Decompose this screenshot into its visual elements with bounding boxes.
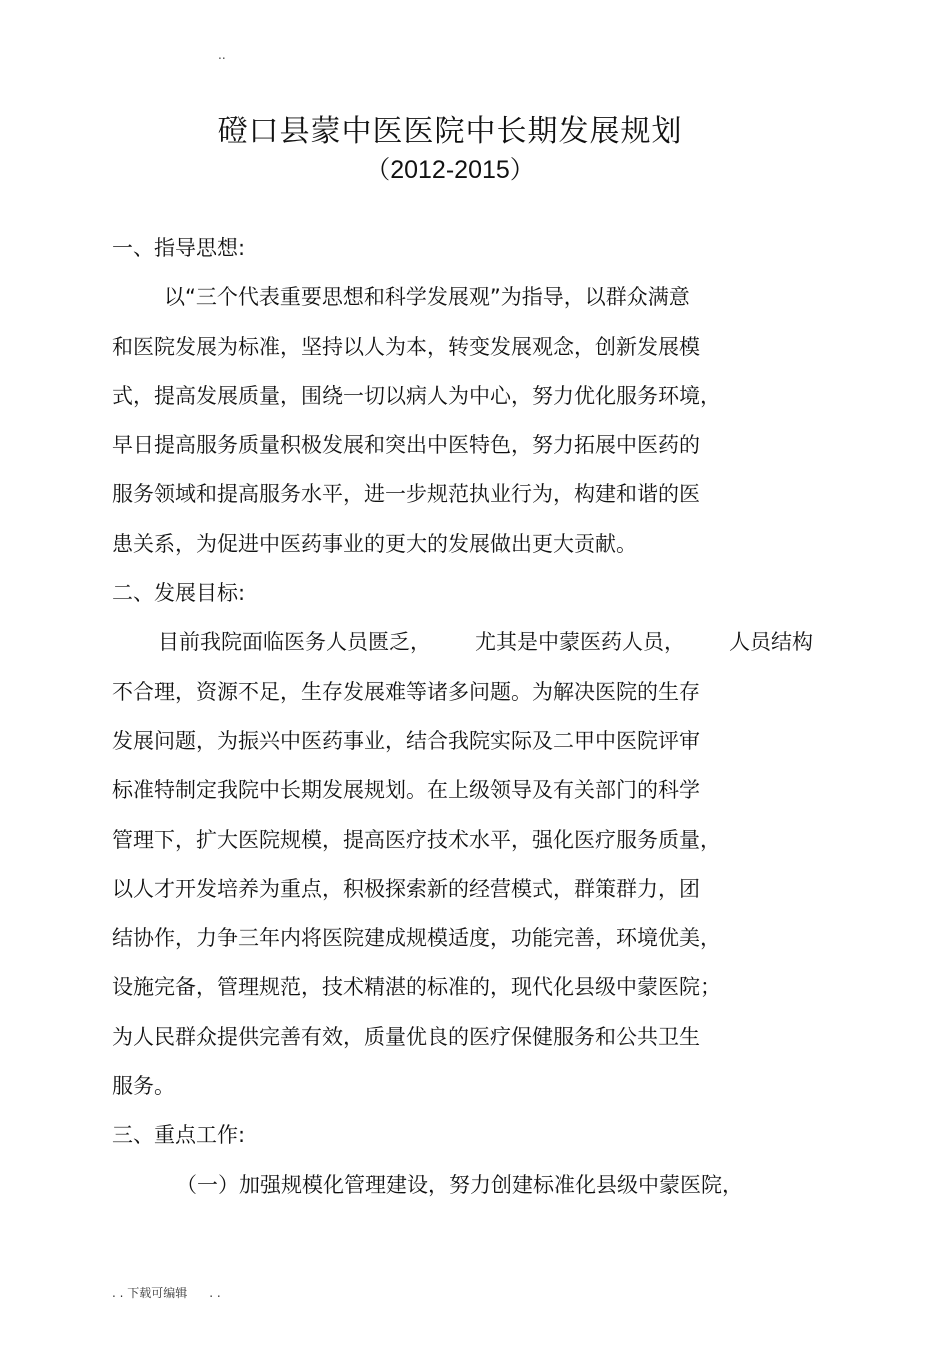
paragraph-line: 以人才开发培养为重点，积极探索新的经营模式，群策群力，团 bbox=[112, 876, 700, 901]
paragraph-line: 患关系，为促进中医药事业的更大的发展做出更大贡献。 bbox=[112, 531, 637, 556]
text-segment: 目前我院面临医务人员匮乏， bbox=[158, 630, 431, 655]
text-segment: 尤其是中蒙医药人员， bbox=[475, 630, 685, 655]
paragraph-line: 设施完备，管理规范，技术精湛的标准的，现代化县级中蒙医院； bbox=[112, 975, 721, 1000]
paragraph-line: 为人民群众提供完善有效，质量优良的医疗保健服务和公共卫生 bbox=[112, 1024, 700, 1049]
paragraph-line: 标准特制定我院中长期发展规划。在上级领导及有关部门的科学 bbox=[112, 778, 700, 803]
section-heading-key-work: 三、重点工作: bbox=[112, 1123, 246, 1148]
footer-text: . . 下载可编辑 bbox=[112, 1286, 188, 1300]
document-title: 磴口县蒙中医医院中长期发展规划 bbox=[217, 114, 683, 149]
paragraph-line: 服务领域和提高服务水平，进一步规范执业行为，构建和谐的医 bbox=[112, 482, 700, 507]
paragraph-line: 结协作，力争三年内将医院建成规模适度，功能完善，环境优美， bbox=[112, 926, 721, 951]
paragraph-line: 服务。 bbox=[112, 1074, 175, 1099]
paragraph-line: 式，提高发展质量，围绕一切以病人为中心，努力优化服务环境， bbox=[112, 383, 721, 408]
paragraph-line: 发展问题，为振兴中医药事业，结合我院实际及二甲中医院评审 bbox=[112, 728, 700, 753]
document-subtitle: （2012-2015） bbox=[365, 156, 535, 184]
section-heading-development-goals: 二、发展目标: bbox=[112, 581, 246, 606]
paragraph-line: （一）加强规模化管理建设，努力创建标准化县级中蒙医院， bbox=[176, 1172, 743, 1197]
paragraph-line: 以“三个代表重要思想和科学发展观”为指导，以群众满意 bbox=[164, 285, 690, 310]
paragraph-line: 管理下，扩大医院规模，提高医疗技术水平，强化医疗服务质量， bbox=[112, 827, 721, 852]
paragraph-line bbox=[112, 618, 832, 667]
footer-dots: . . bbox=[209, 1286, 221, 1300]
section-heading-guiding-thought: 一、指导思想: bbox=[112, 236, 246, 260]
paragraph-line: 不合理，资源不足，生存发展难等诸多问题。为解决医院的生存 bbox=[112, 679, 700, 704]
text-segment: 人员结构 bbox=[729, 630, 813, 655]
page-footer bbox=[112, 1284, 221, 1301]
paragraph-line: 早日提高服务质量积极发展和突出中医特色，努力拓展中医药的 bbox=[112, 433, 700, 458]
header-mark: .. bbox=[218, 48, 226, 62]
paragraph-line: 和医院发展为标准，坚持以人为本，转变发展观念，创新发展模 bbox=[112, 334, 700, 359]
document-body bbox=[112, 224, 832, 1210]
